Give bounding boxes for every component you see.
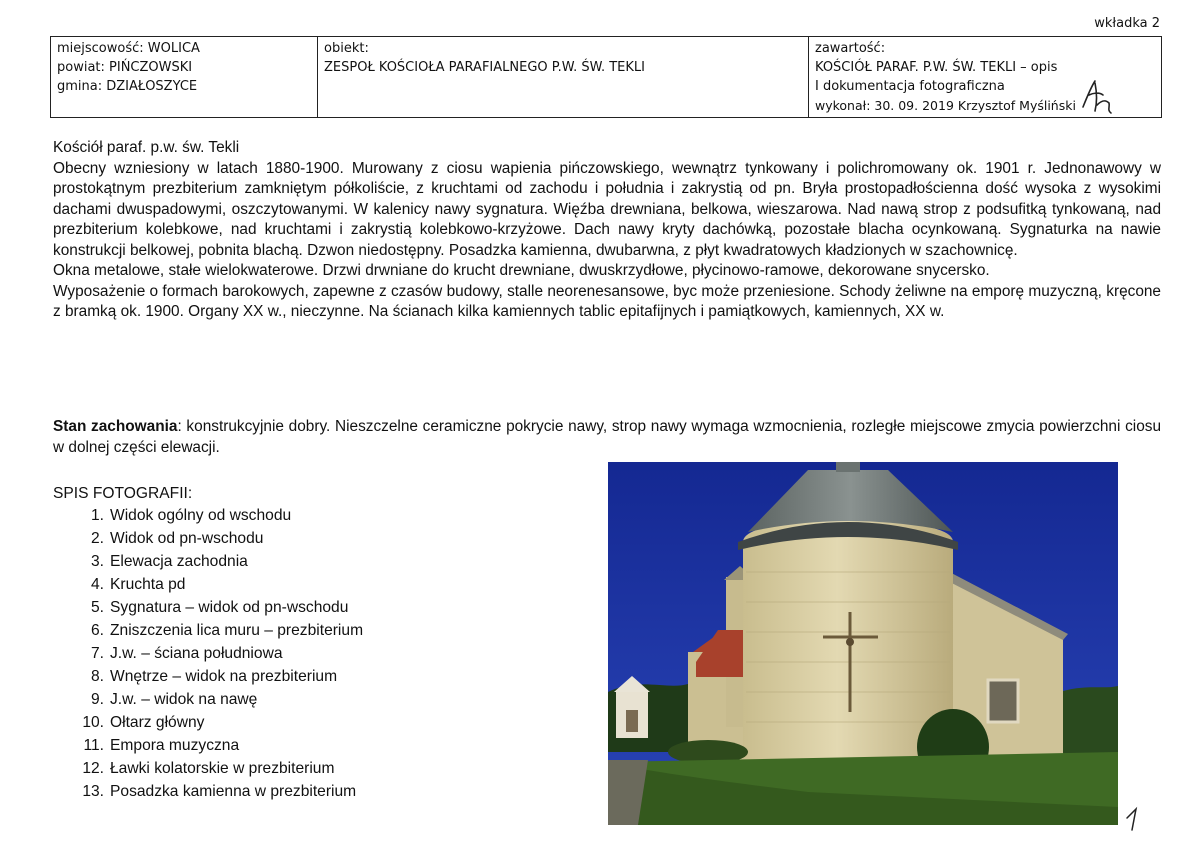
photo-list-item-text: J.w. – ściana południowa xyxy=(110,645,283,662)
photo-list-item-text: Sygnatura – widok od pn-wschodu xyxy=(110,599,349,616)
author-line: wykonał: 30. 09. 2019 Krzysztof Myśliński xyxy=(815,98,1076,113)
photo-list-item-text: Posadzka kamienna w prezbiterium xyxy=(110,783,357,800)
description-block xyxy=(53,138,1161,323)
photo-list-item xyxy=(72,551,363,574)
photo-list-item xyxy=(72,528,363,551)
photo-list-item-number: 6. xyxy=(90,622,104,639)
photo-list-item-text: Widok ogólny od wschodu xyxy=(110,507,292,524)
photo-list-item xyxy=(72,712,363,735)
photo-list-item-number: 1. xyxy=(90,507,104,524)
photo-list-item-text: Widok od pn-wschodu xyxy=(110,530,264,547)
condition-text: : konstrukcyjnie dobry. Nieszczelne ceramiczne pokrycie nawy, strop nawy wymaga wzmocnienia, rozległe miejscowe zmycia powierzchni ciosu w dolnej części elewacji. xyxy=(53,418,1162,456)
commune-label: gmina: DZIAŁOSZYCE xyxy=(57,79,198,94)
photo-list-item-text: Wnętrze – widok na prezbiterium xyxy=(110,668,338,685)
church-photo xyxy=(608,462,1118,825)
photo-list-item-number: 13. xyxy=(82,783,104,800)
photo-list-item xyxy=(72,597,363,620)
photo-list-item-number: 2. xyxy=(90,530,104,547)
object-caption: obiekt: xyxy=(324,41,369,56)
handwritten-page-number xyxy=(1124,806,1144,832)
header-content-cell xyxy=(809,37,1162,118)
photo-list-item-number: 8. xyxy=(90,668,104,685)
photo-list-item xyxy=(72,620,363,643)
description-heading: Kościół paraf. p.w. św. Tekli xyxy=(53,139,240,156)
photo-list-item-text: Ławki kolatorskie w prezbiterium xyxy=(110,760,335,777)
description-paragraph-2: Okna metalowe, stałe wielokwaterowe. Drzwi drwniane do krucht drewniane, dwuskrzydłowe, płycinowo-ramowe, dekorowane snycersko. xyxy=(53,262,990,279)
photo-list-item-number: 3. xyxy=(90,553,104,570)
insert-label: wkładka 2 xyxy=(1094,16,1160,31)
condition-block xyxy=(53,416,1161,458)
photo-list-item xyxy=(72,735,363,758)
photo-list-item xyxy=(72,758,363,781)
header-location-cell xyxy=(51,37,318,118)
header-object-cell xyxy=(318,37,809,118)
photo-list-item-number: 9. xyxy=(90,691,104,708)
content-title: KOŚCIÓŁ PARAF. P.W. ŚW. TEKLI – opis xyxy=(815,60,1058,75)
photo-list-item-text: Elewacja zachodnia xyxy=(110,553,248,570)
church-photo-illustration xyxy=(608,462,1118,825)
photo-list-item xyxy=(72,643,363,666)
object-name: ZESPOŁ KOŚCIOŁA PARAFIALNEGO P.W. ŚW. TEKLI xyxy=(324,60,645,75)
nave-window xyxy=(988,680,1018,722)
photo-list-item-number: 11. xyxy=(83,737,104,754)
photo-list-item-text: Kruchta pd xyxy=(110,576,186,593)
locality-label: miejscowość: WOLICA xyxy=(57,41,200,56)
content-subtitle: I dokumentacja fotograficzna xyxy=(815,79,1005,94)
photo-list-item xyxy=(72,666,363,689)
handwritten-signature xyxy=(1079,77,1115,117)
photo-list-item-number: 7. xyxy=(90,645,104,662)
header-table xyxy=(50,36,1162,118)
photo-list-item xyxy=(72,574,363,597)
content-caption: zawartość: xyxy=(815,41,886,56)
photo-list-item xyxy=(72,781,363,804)
photo-list-item-text: Ołtarz główny xyxy=(110,714,205,731)
photo-list-item-number: 10. xyxy=(82,714,104,731)
description-paragraph-3: Wyposażenie o formach barokowych, zapewne z czasów budowy, stalle neorenesansowe, byc może przeniesione. Schody żeliwne na emporę muzyczną, kręcone z bramką ok. 1900. Organy XX w., nieczynne. Na ścianach kilka kamiennych tablic epitafijnych i pamiątkowych, kamiennych, XX w. xyxy=(53,282,1161,320)
description-paragraph-1: Obecny wzniesiony w latach 1880-1900. Murowany z ciosu wapienia pińczowskiego, wewnątrz tynkowany i polichromowany ok. 1901 r. Jednonawowy w prostokątnym prezbiterium zamkniętym półkoliście, z kruchtami od zachodu i południa i zakrystią od pn. Bryła prostopadłościenna dość wysoka z wysokimi dachami dwuspadowymi, oszczytowanymi. W kalenicy nawy sygnatura. Więźba drewniana, belkowa, wieszarowa. Nad nawą strop z podsufitką tynkowaną, nad prezbiterium kolebkowe, nad kruchtami i zakrystią kolebkowo-krzyżowe. Dach nawy kryty dachówką, pozostałe blacha ocynkowaną. Sygnaturka na nawie konstrukcji belkowej, pobnita blachą. Dzwon niedostępny. Posadzka kamienna, dwubarwna, z płyt kwadratowych kładzionych w szachownicę. xyxy=(53,159,1161,259)
photo-list-item xyxy=(72,505,363,528)
photo-list xyxy=(72,505,363,804)
photo-list-title: SPIS FOTOGRAFII: xyxy=(53,485,193,502)
photo-list-item-number: 12. xyxy=(82,760,104,777)
photo-list-item-text: Empora muzyczna xyxy=(110,737,240,754)
photo-list-item-number: 4. xyxy=(90,576,104,593)
photo-list-item-text: Zniszczenia lica muru – prezbiterium xyxy=(110,622,364,639)
photo-list-item-text: J.w. – widok na nawę xyxy=(110,691,258,708)
photo-list-item-number: 5. xyxy=(90,599,104,616)
county-label: powiat: PIŃCZOWSKI xyxy=(57,60,193,75)
photo-list-item xyxy=(72,689,363,712)
condition-label: Stan zachowania xyxy=(53,418,178,435)
